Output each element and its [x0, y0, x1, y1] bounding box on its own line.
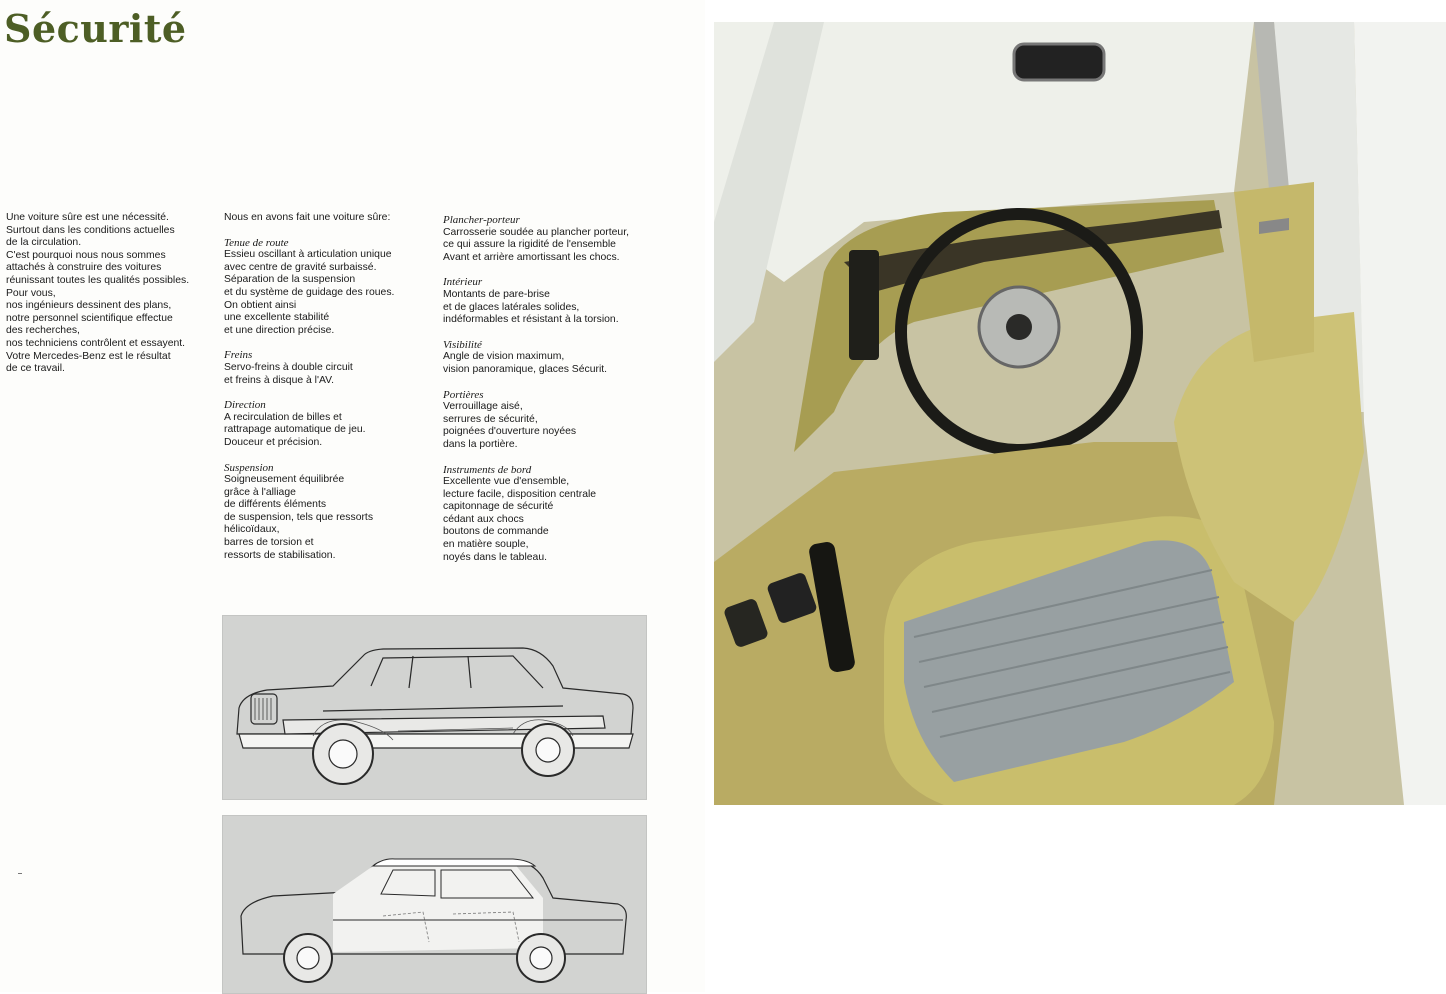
section-heading: Suspension [224, 461, 274, 474]
body-structure-illustration [222, 815, 647, 994]
section-visibilite [443, 339, 658, 377]
chassis-drawing [223, 616, 646, 799]
section-heading: Instruments de bord [443, 463, 532, 476]
section-text: Angle de vision maximum, vision panoramique, glaces Sécurit. [443, 351, 608, 375]
section-portieres [443, 389, 658, 452]
section-instruments-de-bord [443, 464, 658, 565]
section-heading: Freins [224, 349, 253, 362]
features-column-1 [224, 212, 429, 574]
section-text: Excellente vue d'ensemble, lecture facile, disposition centrale capitonnage de sécurité cédant aux chocs boutons de commande en matière souple, noyés dans le tableau. [443, 476, 597, 563]
print-speck [18, 873, 22, 874]
section-heading: Portières [443, 388, 484, 401]
interior-drawing [714, 22, 1446, 805]
intro-column [6, 212, 211, 376]
section-text: Essieu oscillant à articulation unique avec centre de gravité surbaissé. Séparation de la suspension et du système de guidage des roues. On obtient ainsi une excellente stabilité et une direction précise. [224, 249, 395, 336]
chassis-illustration [222, 615, 647, 800]
interior-photo [714, 22, 1446, 805]
intro-text: Une voiture sûre est une nécessité. Surtout dans les conditions actuelles de la circulation. C'est pourquoi nous nous sommes attachés à construire des voitures réunissant toutes les qualités possibles. Pour vous, nos ingénieurs dessinent des plans, notre personnel scientifique effectue des recherches, nos techniciens contrôlent et essayent. Votre Mercedes-Benz est le résultat de ce travail. [6, 212, 190, 375]
section-freins [224, 349, 429, 387]
section-text: A recirculation de billes et rattrapage automatique de jeu. Douceur et précision. [224, 411, 366, 448]
section-tenue-de-route [224, 237, 429, 338]
body-structure-drawing [223, 816, 646, 993]
section-text: Soigneusement équilibrée grâce à l'alliage de différents éléments de suspension, tels que ressorts hélicoïdaux, barres de torsion et ressorts de stabilisation. [224, 474, 374, 561]
section-text: Servo-freins à double circuit et freins à disque à l'AV. [224, 361, 353, 386]
section-text: Verrouillage aisé, serrures de sécurité, poignées d'ouverture noyées dans la portière. [443, 401, 577, 450]
page-title: Sécurité [4, 6, 187, 51]
section-text: Carrosserie soudée au plancher porteur, ce qui assure la rigidité de l'ensemble Avant et arrière amortissant les chocs. [443, 226, 629, 263]
section-heading: Tenue de route [224, 236, 289, 249]
left-page [0, 0, 705, 992]
section-direction [224, 399, 429, 449]
section-text: Montants de pare-brise et de glaces latérales solides, indéformables et résistant à la torsion. [443, 288, 619, 326]
section-plancher-porteur [443, 214, 658, 264]
column-intro: Nous en avons fait une voiture sûre: [224, 212, 391, 223]
section-suspension [224, 462, 429, 563]
features-column-2 [443, 214, 658, 576]
section-interieur [443, 276, 658, 326]
section-heading: Plancher-porteur [443, 214, 520, 226]
right-page [705, 0, 1446, 992]
section-heading: Intérieur [443, 276, 483, 289]
section-heading: Direction [224, 399, 266, 412]
section-heading: Visibilité [443, 338, 482, 351]
